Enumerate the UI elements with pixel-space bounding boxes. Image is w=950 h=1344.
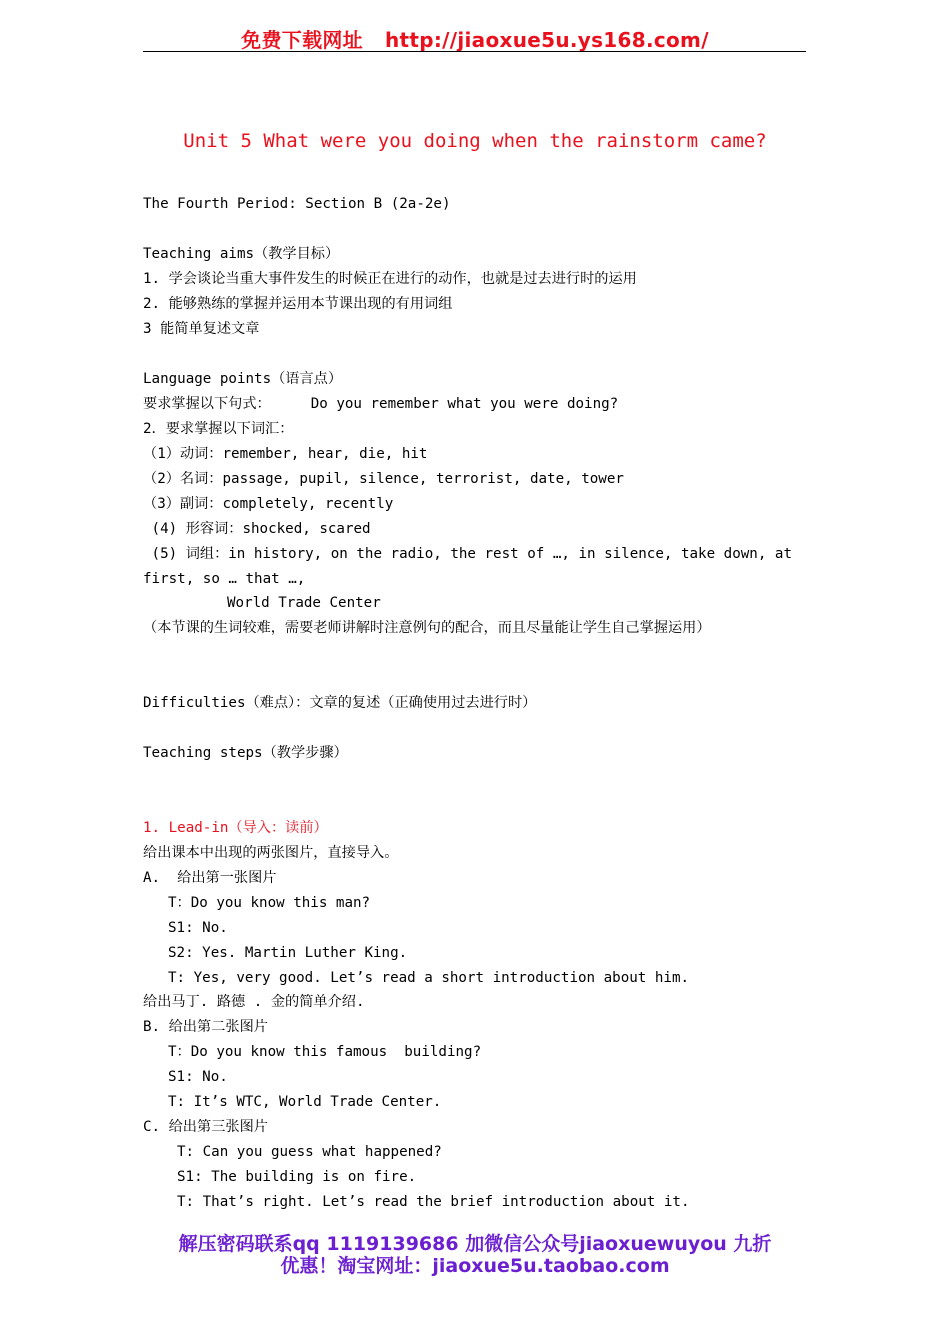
sentence-label: 要求掌握以下句式：	[143, 396, 271, 412]
vocab-phrases-cont: World Trade Center	[227, 595, 381, 611]
picture-a-note: 给出马丁. 路德 . 金的简单介绍.	[143, 994, 365, 1010]
header-divider	[143, 51, 806, 52]
aim-item: 2. 能够熟练的掌握并运用本节课出现的有用词组	[143, 296, 453, 312]
steps-heading: Teaching steps（教学步骤）	[143, 745, 348, 761]
dialog-line: S1: The building is on fire.	[177, 1169, 417, 1185]
aim-item: 1. 学会谈论当重大事件发生的时候正在进行的动作，也就是过去进行时的运用	[143, 271, 637, 287]
dialog-line: T：Do you know this man?	[168, 895, 371, 911]
dialog-line: T: That’s right. Let’s read the brief introduction about it.	[177, 1194, 690, 1210]
footer-line-1: 解压密码联系qq 1119139686 加微信公众号jiaoxuewuyou 九折	[178, 1233, 772, 1255]
language-heading: Language points（语言点）	[143, 371, 343, 387]
footer-line-2[interactable]: 优惠！淘宝网址：jiaoxue5u.taobao.com	[280, 1255, 670, 1277]
header-url-link[interactable]: http://jiaoxue5u.ys168.com/	[384, 28, 709, 52]
language-note: （本节课的生词较难，需要老师讲解时注意例句的配合，而且尽量能让学生自己掌握运用）	[143, 620, 711, 636]
picture-a-label: A. 给出第一张图片	[143, 870, 277, 886]
dialog-line: T: It’s WTC, World Trade Center.	[168, 1094, 442, 1110]
sentence-pattern: Do you remember what you were doing?	[310, 396, 619, 412]
dialog-line: T: Can you guess what happened?	[177, 1144, 442, 1160]
vocab-adjectives: (4) 形容词：shocked, scared	[143, 521, 371, 537]
leadin-heading: 1. Lead-in（导入：读前）	[143, 820, 328, 836]
aim-item: 3 能简单复述文章	[143, 321, 260, 337]
picture-b-label: B. 给出第二张图片	[143, 1019, 268, 1035]
vocab-adverbs: （3）副词：completely, recently	[143, 496, 394, 512]
dialog-line: S1: No.	[168, 920, 228, 936]
vocab-phrases: (5) 词组：in history, on the radio, the rest of …, in silence, take down, at	[143, 546, 793, 562]
period-line: The Fourth Period: Section B (2a-2e)	[143, 196, 451, 212]
document-title: Unit 5 What were you doing when the rainstorm came?	[183, 130, 767, 152]
picture-c-label: C. 给出第三张图片	[143, 1119, 268, 1135]
page-header	[0, 24, 950, 53]
sentence-pattern-line	[143, 395, 618, 413]
dialog-line: S2: Yes. Martin Luther King.	[168, 945, 408, 961]
aims-heading: Teaching aims（教学目标）	[143, 246, 340, 262]
vocab-nouns: （2）名词：passage, pupil, silence, terrorist, date, tower	[143, 471, 624, 487]
dialog-line: S1: No.	[168, 1069, 228, 1085]
vocab-heading: 2．要求掌握以下词汇：	[143, 421, 294, 437]
leadin-intro: 给出课本中出现的两张图片，直接导入。	[143, 845, 399, 861]
difficulties-line: Difficulties（难点）：文章的复述（正确使用过去进行时）	[143, 695, 537, 711]
header-label: 免费下载网址	[241, 28, 363, 52]
dialog-line: T：Do you know this famous building?	[168, 1044, 482, 1060]
dialog-line: T: Yes, very good. Let’s read a short introduction about him.	[168, 970, 690, 986]
vocab-verbs: （1）动词：remember, hear, die, hit	[143, 446, 428, 462]
vocab-phrases-cont: first, so … that …,	[143, 571, 306, 587]
